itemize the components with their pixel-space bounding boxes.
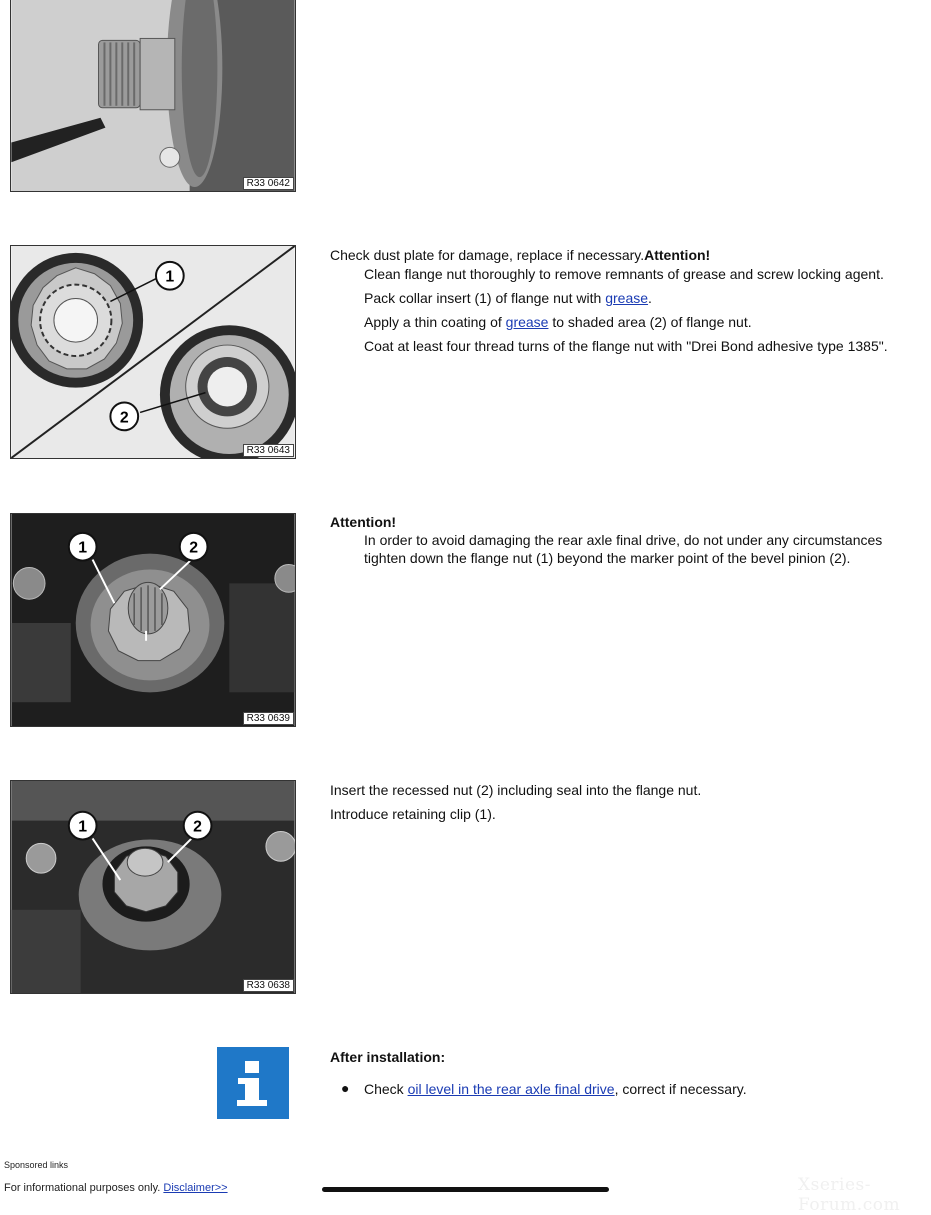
- bullet-icon: ●: [341, 1080, 350, 1096]
- step-pack-collar: [364, 289, 920, 307]
- section-attention: [330, 513, 920, 573]
- callout-2: 2: [119, 409, 129, 427]
- callout-1: 1: [78, 818, 88, 836]
- attention-label: Attention!: [644, 247, 711, 263]
- figure-id-label: R33 0638: [243, 979, 294, 992]
- disclaimer-link[interactable]: Disclaimer>>: [163, 1182, 228, 1194]
- section-intro: [330, 246, 920, 264]
- figure-r33-0642: [10, 0, 296, 192]
- bullet-text: , correct if necessary.: [614, 1081, 747, 1097]
- step-text: Pack collar insert (1) of flange nut with: [364, 290, 606, 306]
- bullet-text: Check: [364, 1081, 408, 1097]
- list-item: [330, 1080, 920, 1098]
- shaft-dust-plate-photo: [11, 0, 295, 191]
- step-coat-threads: Coat at least four thread turns of the flange nut with "Drei Bond adhesive type 1385".: [364, 338, 888, 354]
- callout-1: 1: [78, 539, 88, 557]
- info-icon: [217, 1047, 289, 1119]
- instruction-line: Introduce retaining clip (1).: [330, 806, 496, 822]
- footer-disclaimer: [4, 1182, 228, 1194]
- informational-text: For informational purposes only.: [4, 1182, 161, 1194]
- section-after-installation: [330, 1048, 920, 1098]
- step-text: .: [648, 290, 652, 306]
- step-text: Apply a thin coating of: [364, 314, 506, 330]
- grease-link[interactable]: grease: [505, 314, 549, 330]
- home-indicator[interactable]: [322, 1187, 609, 1192]
- step-text: to shaded area (2) of flange nut.: [548, 314, 752, 330]
- figure-r33-0638: [10, 780, 296, 994]
- flange-nut-installed-photo: [11, 514, 295, 726]
- sponsored-links-label: Sponsored links: [4, 1160, 69, 1170]
- figure-id-label: R33 0642: [243, 177, 294, 190]
- attention-text: In order to avoid damaging the rear axle final drive, do not under any circumstances tighten down the flange nut (1) beyond the marker point of the bevel pinion (2).: [364, 532, 883, 566]
- recessed-nut-photo: [11, 781, 295, 993]
- figure-id-label: R33 0643: [243, 444, 294, 457]
- callout-1: 1: [165, 268, 175, 286]
- step-clean: Clean flange nut thoroughly to remove remnants of grease and screw locking agent.: [364, 266, 884, 282]
- step-apply-coating: [364, 313, 920, 331]
- section-recessed-nut: [330, 781, 920, 823]
- figure-id-label: R33 0639: [243, 712, 294, 725]
- callout-2: 2: [193, 818, 202, 836]
- grease-link[interactable]: grease: [605, 290, 649, 306]
- oil-level-link[interactable]: oil level in the rear axle final drive: [407, 1081, 615, 1097]
- section-dust-plate: [330, 246, 920, 361]
- watermark: Xseries-Forum.com: [798, 1175, 901, 1215]
- intro-text: Check dust plate for damage, replace if necessary.: [330, 247, 645, 263]
- instruction-line: Insert the recessed nut (2) including seal into the flange nut.: [330, 782, 702, 798]
- flange-nut-diagram: [11, 246, 295, 458]
- figure-r33-0643: [10, 245, 296, 459]
- after-installation-heading: After installation:: [330, 1049, 446, 1065]
- attention-heading: Attention!: [330, 514, 397, 530]
- figure-r33-0639: [10, 513, 296, 727]
- callout-2: 2: [189, 539, 199, 557]
